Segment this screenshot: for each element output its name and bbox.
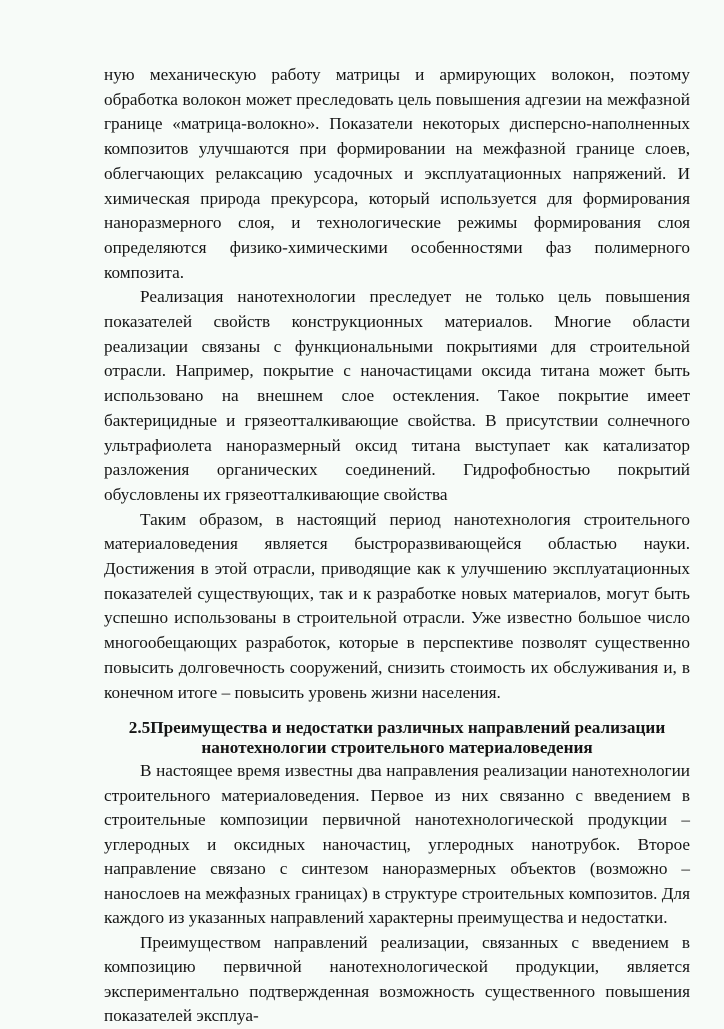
section-2-5-body (104, 759, 690, 1029)
section-heading-line-1: 2.5Преимущества и недостатки различных направлений реализации (128, 718, 666, 738)
paragraph-matrix-fiber: ную механическую работу матрицы и армирующих волокон, поэтому обработка волокон может преследовать цель повышения адгезии на межфазной границе «матрица-волокно». Показатели некоторых дисперсно-наполненных композитов улучшаются при формировании на межфазной границе слоев, облегчающих релаксацию усадочных и эксплуатационных напряжений. И химическая природа прекурсора, который используется для формирования наноразмерного слоя, и технологические режимы формирования слоя определяются физико-химическими особенностями фаз полимерного композита. (104, 65, 690, 282)
paragraph-conclusion: Таким образом, в настоящий период нанотехнология строительного материаловедения является быстроразвивающейся областью науки. Достижения в этой отрасли, приводящие как к улучшению эксплуатационных показателей существующих, так и к разработке новых материалов, могут быть успешно использованы в строительной отрасли. Уже известно большое число многообещающих разработок, которые в перспективе позволят существенно повысить долговечность сооружений, снизить стоимость их обслуживания и, в конечном итоге – повысить уровень жизни населения. (104, 509, 690, 702)
section-intro (104, 63, 690, 705)
paragraph-advantages: Преимуществом направлений реализации, связанных с введением в композицию первичной нанотехнологической продукции, является экспериментально подтвержденная возможность существенного повышения показателей эксплуа- (104, 932, 690, 1026)
paragraph-nanotech-coatings: Реализация нанотехнологии преследует не только цель повышения показателей свойств конструкционных материалов. Многие области реализации связаны с функциональными покрытиями для строительной отрасли. Например, покрытие с наночастицами оксида титана может быть использовано на внешнем слое остекления. Такое покрытие имеет бактерицидные и грязеотталкивающие свойства. В присутствии солнечного ультрафиолета наноразмерный оксид титана выступает как катализатор разложения органических соединений. Гидрофобностью покрытий обусловлены их грязеотталкивающие свойства (104, 287, 690, 504)
section-heading-line-2: нанотехнологии строительного материаловедения (201, 738, 593, 758)
section-heading (104, 718, 690, 758)
document-page (104, 63, 690, 1029)
paragraph-two-directions: В настоящее время известны два направления реализации нанотехнологии строительного материаловедения. Первое из них связанно с введением в строительные композиции первичной нанотехнологической продукции – углеродных и оксидных наночастиц, углеродных нанотрубок. Второе направление связано с синтезом наноразмерных объектов (возможно – нанослоев на межфазных границах) в структуре строительных композитов. Для каждого из указанных направлений характерны преимущества и недостатки. (104, 761, 690, 928)
